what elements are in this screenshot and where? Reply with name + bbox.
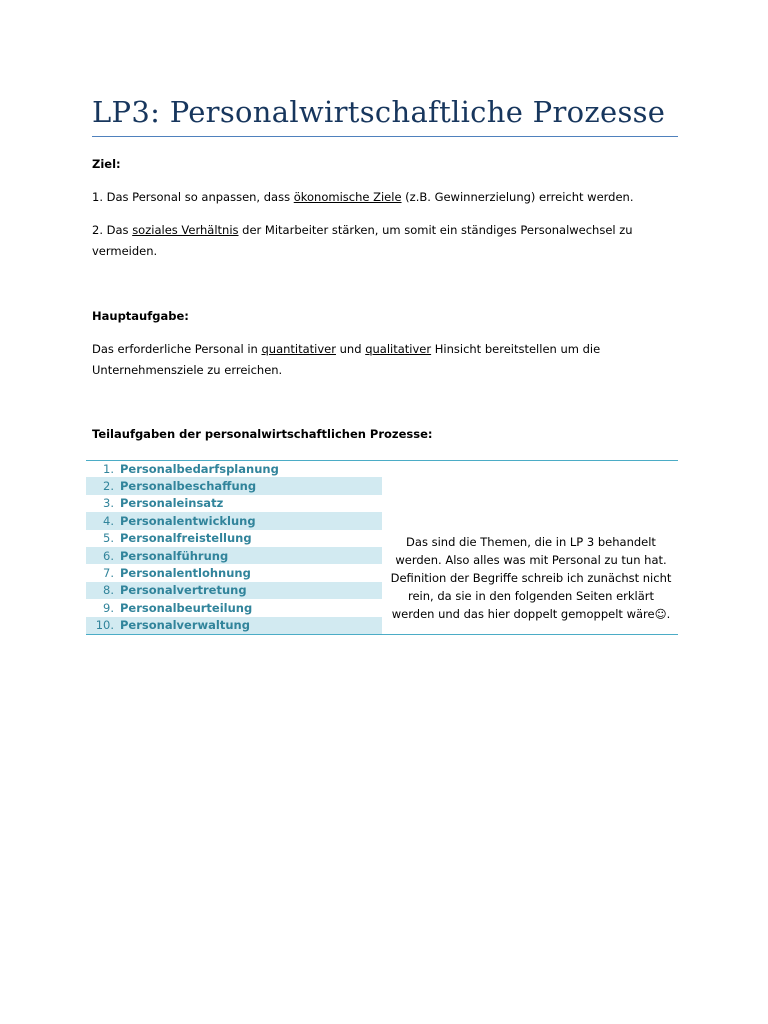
list-item (86, 564, 382, 581)
list-item-label: Personalführung (120, 548, 229, 563)
hauptaufgabe-mid: und (335, 342, 366, 356)
hauptaufgabe-underlined-2: qualitativer (365, 342, 432, 356)
ziel-item-1-after: (z.B. Gewinnerzielung) erreicht werden. (401, 190, 634, 204)
teilaufgaben-list (86, 460, 382, 634)
table-side-note: Das sind die Themen, die in LP 3 behandelt werden. Also alles was mit Personal zu tun hat. Definition der Begriffe schreib ich zunächst nicht rein, da sie in den folgenden Seiten erklärt werden und das hier doppelt gemoppelt wäre☺. (390, 535, 672, 621)
list-item-number: 2. (103, 479, 114, 494)
page-title: LP3: Personalwirtschaftliche Prozesse (92, 95, 666, 129)
ziel-heading: Ziel: (92, 157, 121, 171)
list-item-label: Personalbeschaffung (120, 479, 257, 494)
hauptaufgabe-after: Hinsicht bereitstellen um die Unternehmensziele zu erreichen. (92, 342, 601, 377)
list-item-number: 8. (103, 583, 114, 598)
ziel-item-2 (92, 220, 647, 262)
list-item (86, 582, 382, 599)
list-item-number: 10. (95, 618, 114, 633)
list-item (86, 599, 382, 616)
list-item (86, 495, 382, 512)
teilaufgaben-heading: Teilaufgaben der personalwirtschaftlichen Prozesse: (92, 427, 433, 441)
ziel-item-1-before: 1. Das Personal so anpassen, dass (92, 190, 294, 204)
list-item (86, 530, 382, 547)
ziel-item-2-after: der Mitarbeiter stärken, um somit ein ständiges Personalwechsel zu vermeiden. (92, 223, 633, 258)
list-item-number: 7. (103, 566, 114, 581)
list-item-number: 1. (103, 461, 114, 476)
ziel-item-1 (92, 187, 652, 208)
hauptaufgabe-text (92, 339, 622, 381)
ziel-item-2-before: 2. Das (92, 223, 133, 237)
list-item-number: 5. (103, 531, 114, 546)
hauptaufgabe-underlined-1: quantitativer (261, 342, 336, 356)
list-item (86, 547, 382, 564)
list-item-label: Personaleinsatz (120, 496, 224, 511)
list-item-label: Personalentwicklung (120, 513, 256, 528)
table-bottom-border (86, 634, 678, 635)
title-underline-rule (92, 136, 678, 137)
list-item (86, 460, 382, 477)
list-item (86, 617, 382, 634)
list-item-label: Personalbedarfsplanung (120, 461, 279, 476)
list-item (86, 512, 382, 529)
list-item-number: 4. (103, 513, 114, 528)
ziel-item-2-underlined: soziales Verhältnis (132, 223, 239, 237)
list-item-label: Personalbeurteilung (120, 600, 253, 615)
list-item-label: Personalverwaltung (120, 618, 250, 633)
list-item-number: 9. (103, 600, 114, 615)
list-item-label: Personalvertretung (120, 583, 247, 598)
list-item-label: Personalfreistellung (120, 531, 252, 546)
list-item-number: 6. (103, 548, 114, 563)
hauptaufgabe-heading: Hauptaufgabe: (92, 309, 189, 323)
list-item-label: Personalentlohnung (120, 566, 251, 581)
hauptaufgabe-before: Das erforderliche Personal in (92, 342, 262, 356)
list-item (86, 477, 382, 494)
list-item-number: 3. (103, 496, 114, 511)
ziel-item-1-underlined: ökonomische Ziele (293, 190, 402, 204)
